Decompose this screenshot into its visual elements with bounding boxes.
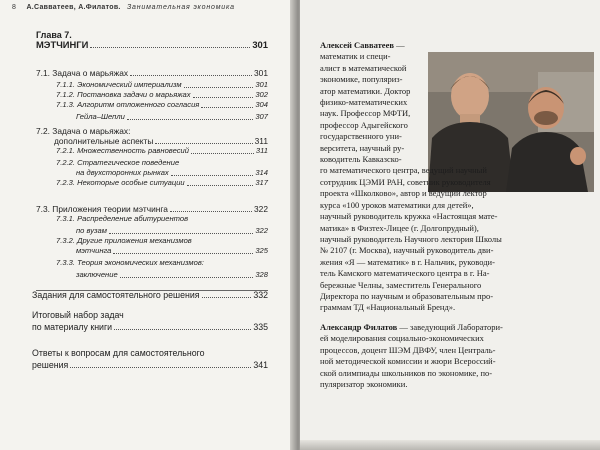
toc-leader-dots [171,175,254,176]
bio-line: профессор Адыгейского [320,119,408,130]
author2-bio [320,322,590,390]
toc-leader-dots [109,233,253,234]
toc-entry-title: 7.2. Задача о марьяжах: [36,126,131,136]
toc-leader-dots [70,367,251,368]
toc-entry [54,136,268,146]
toc-back-entry-page: 332 [253,290,268,300]
toc-leader-dots [120,277,254,278]
toc-entry-title: МЭТЧИНГИ [36,39,89,50]
bio-line: жения «Я — математик» в г. Нальчик, руководи- [320,256,495,267]
toc-entry [36,126,268,136]
toc-entry-page: 301 [255,80,268,89]
bio-line: № 2107 (г. Москва), научный руководитель дви- [320,245,494,256]
toc-entry-page: 317 [255,178,268,187]
toc-entry [76,226,268,236]
toc-entry-page: 307 [255,112,268,121]
toc-entry-page: 301 [254,68,268,78]
bio-line: проекта «Школково», автор и ведущий лектор [320,188,487,199]
toc-entry [36,204,268,214]
toc-leader-dots [201,107,253,108]
toc-entry-title: заключение [76,270,118,279]
bio-line: алист в математической [320,62,407,73]
toc-leader-dots [130,75,252,76]
author-name: Алексей Савватеев [320,40,394,50]
toc-entry [56,90,268,100]
bio-line: процессов, доцент ШЭМ ДВФУ, член Централь- [320,344,496,355]
right-page [300,0,600,450]
toc-leader-dots [202,297,252,298]
toc-entry-page: 302 [255,90,268,99]
toc-entry-title: 7.2.1. Множественность равновесий [56,146,189,155]
toc-entry [76,270,268,280]
toc-entry-page: 322 [255,226,268,235]
toc-leader-dots [170,211,252,212]
toc-back-entry-title: по материалу книги [32,322,113,332]
bio-line: курса «100 уроков математики для детей», [320,199,474,210]
toc-leader-dots [184,87,254,88]
toc-back-entry [32,348,268,358]
toc-entry-title: 7.3.2. Другие приложения механизмов [56,236,192,245]
toc-back-entry [32,322,268,332]
toc-back-entry [32,360,268,370]
chapter-label: Глава 7. [36,30,72,40]
bio-line: ководитель Кавказско- [320,154,402,165]
toc-entry [36,68,268,78]
running-head-authors: А.Савватеев, А.Филатов. [26,4,121,11]
toc-back-entry-title: Задания для самостоятельного решения [32,290,200,300]
toc-entry [56,158,268,168]
toc-entry-title: на двухсторонних рынках [76,168,169,177]
toc-entry-page: 314 [255,168,268,177]
toc-entry [56,178,268,188]
toc-entry-page: 322 [254,204,268,214]
bio-line: ей моделирования социально-экономических [320,333,484,344]
toc-leader-dots [114,329,251,330]
toc-entry-title: 7.1.1. Экономический империализм [56,80,182,89]
page-number: 8 [12,4,17,11]
toc-entry [56,146,268,156]
toc-back-entry-page: 341 [253,360,268,370]
toc-leader-dots [187,185,254,186]
toc-leader-dots [90,47,250,48]
toc-leader-dots [113,253,253,254]
toc-entry [36,40,268,50]
toc-entry-title: по вузам [76,226,107,235]
bio-line: граммам ТД «Национальный Бренд». [320,302,456,313]
toc-entry-title: мэтчинга [76,246,112,255]
toc-entry-title: 7.1. Задача о марьяжах [36,68,129,78]
toc-entry-title: 7.2.2. Стратегическое поведение [56,158,180,167]
bio-line: ской олимпиады школьников по экономике, по- [320,367,493,378]
toc-back-entry-page: 335 [253,322,268,332]
toc-entry-title: дополнительные аспекты [54,136,154,146]
toc-entry [56,80,268,90]
toc-entry-page: 311 [254,136,268,146]
bio-line: верситета, научный ру- [320,142,405,153]
toc-entry [56,100,268,110]
bio-line: математик и специ- [320,51,391,62]
toc-entry-page: 301 [252,39,268,50]
toc-entry [56,236,268,246]
running-head-title: Занимательная экономика [126,4,235,11]
toc-back-entry-title: Итоговый набор задач [32,310,124,320]
toc-back-entry-title: решения [32,360,69,370]
bio-line [320,322,590,333]
bio-line: матика» в Физтех-Лицее (г. Долгопрудный), [320,222,479,233]
bio-line: научный руководитель Научного лектория Школы [320,233,502,244]
bio-line-rest: — [393,40,405,50]
running-head [12,4,235,11]
toc-entry [76,246,268,256]
toc-entry [76,112,268,122]
bio-line: го математического центра, ведущий научный [320,165,487,176]
toc-entry-title: 7.3.1. Распределение абитуриентов [56,214,189,223]
author-name: Александр Филатов [320,322,398,332]
left-page [0,0,296,450]
toc-entry-title: 7.3. Приложения теории мэтчинга [36,204,168,214]
toc-entry-page: 311 [255,146,268,155]
toc-leader-dots [191,153,254,154]
bio-line: Директора по научным и образовательным про- [320,290,494,301]
toc-entry [56,214,268,224]
bio-line: пуляризатор экономики. [320,379,408,390]
bio-line: экономике, популяриз- [320,74,403,85]
author1-bio [320,40,590,314]
toc-entry-title: 7.1.2. Постановка задачи о марьяжах [56,90,191,99]
toc-entry-page: 304 [255,100,268,109]
toc-entry-page: 325 [255,246,268,255]
toc-back-entry [32,290,268,300]
toc-back-entry-title: Ответы к вопросам для самостоятельного [32,348,205,358]
toc-entry-title: 7.1.3. Алгоритм отложенного согласия [56,100,200,109]
toc-entry [56,258,268,268]
toc-entry [76,168,268,178]
page-bottom-shadow [300,440,600,450]
toc-back-entry [32,310,268,320]
bio-line: научный руководитель кружка «Настоящая мате- [320,211,498,222]
bio-line: физико-математических [320,97,408,108]
toc-leader-dots [193,97,254,98]
bio-line [320,40,428,51]
bio-line: тель Камского математического центра в г. На- [320,268,490,279]
toc-entry-title: 7.2.3. Некоторые особые ситуации [56,178,185,187]
bio-line: государственного уни- [320,131,402,142]
bio-line: ной методической комиссии и жюри Всероссий- [320,356,496,367]
toc-entry-title: Гейла–Шепли [76,112,125,121]
toc-leader-dots [127,119,253,120]
bio-line: бережные Челны, заместитель Генерального [320,279,482,290]
bio-line: наук. Профессор МФТИ, [320,108,411,119]
toc-entry-title: 7.3.3. Теория экономических механизмов: [56,258,204,267]
toc-entry-page: 328 [255,270,268,279]
toc-leader-dots [155,143,252,144]
bio-line-rest: — заведующий Лаборатори- [397,322,503,332]
bio-line: сотрудник ЦЭМИ РАН, советник руководителя [320,176,491,187]
bio-line: атор математики. Доктор [320,85,411,96]
